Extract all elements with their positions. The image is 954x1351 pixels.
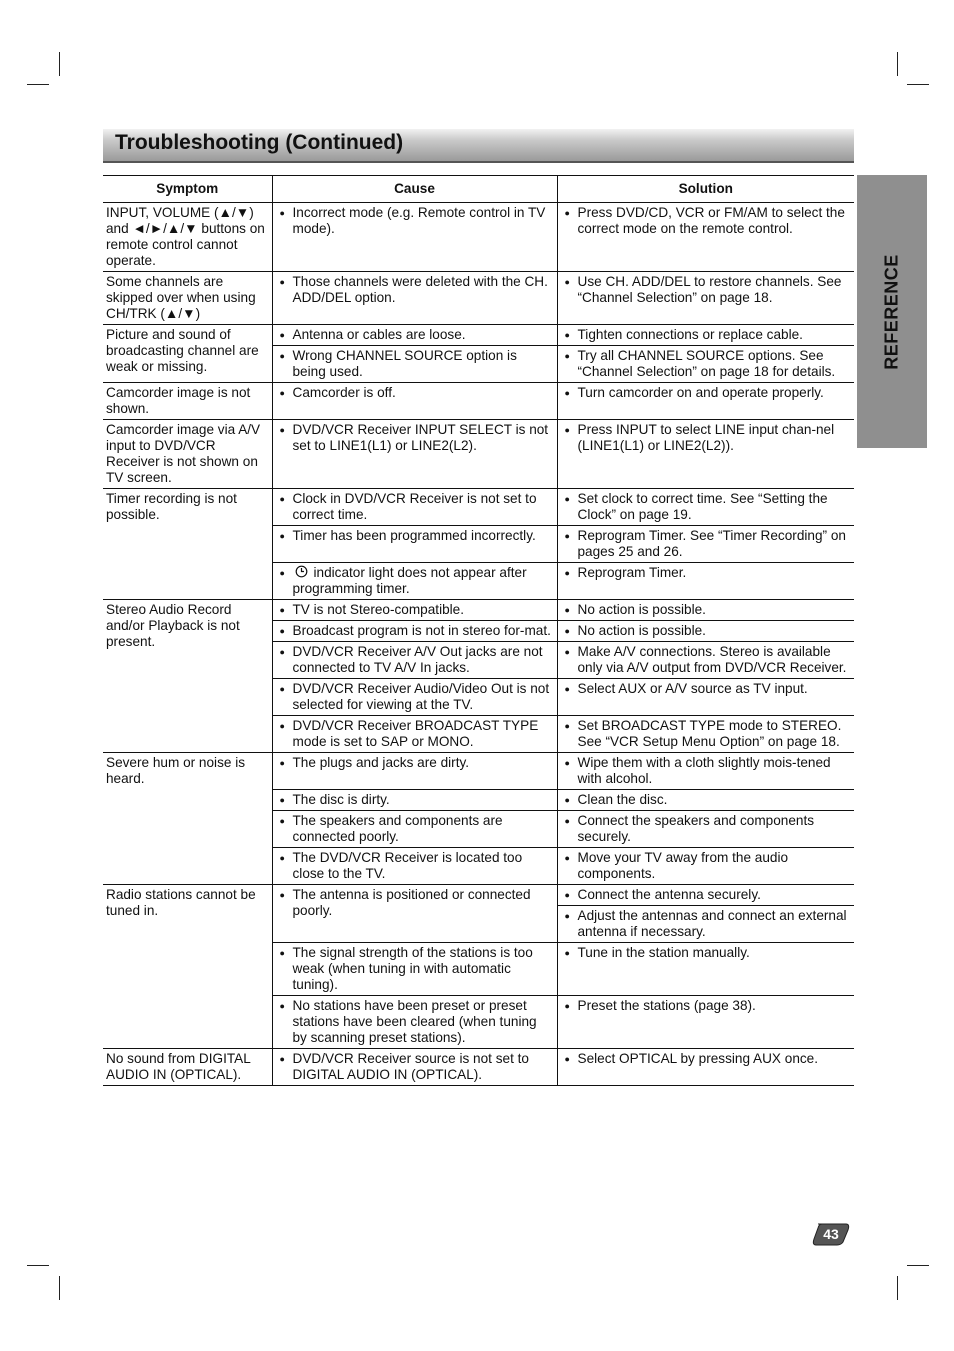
cause-item (276, 945, 554, 993)
cause-cell (272, 943, 557, 996)
solution-text: Connect the speakers and components securely. (577, 813, 815, 844)
solution-item (561, 385, 852, 401)
solution-item (561, 755, 852, 787)
solution-cell (557, 526, 854, 563)
solution-text: Turn camcorder on and operate properly. (577, 385, 824, 400)
solution-text: No action is possible. (577, 602, 706, 617)
cause-text: Antenna or cables are loose. (292, 327, 466, 342)
solution-text: Use CH. ADD/DEL to restore channels. See “Channel Selection” on page 18. (577, 274, 842, 305)
solution-text: Adjust the antennas and connect an external antenna if necessary. (577, 908, 847, 939)
page-title: Troubleshooting (Continued) (115, 131, 404, 154)
cause-cell (272, 679, 557, 716)
cause-text: The antenna is positioned or connected poorly. (292, 887, 531, 918)
solution-cell (557, 489, 854, 526)
solution-cell (557, 203, 854, 272)
solution-item (561, 348, 852, 380)
solution-item (561, 792, 852, 808)
cause-cell (272, 790, 557, 811)
solution-cell (557, 679, 854, 716)
cause-text: indicator light does not appear after programming timer. (292, 565, 527, 596)
solution-cell (557, 600, 854, 621)
solution-text: Tighten connections or replace cable. (577, 327, 803, 342)
table-row (103, 753, 854, 790)
crop-mark (59, 1276, 60, 1300)
solution-text: Move your TV away from the audio components. (577, 850, 789, 881)
cause-text: Clock in DVD/VCR Receiver is not set to correct time. (292, 491, 537, 522)
solution-cell (557, 885, 854, 906)
cause-text: The signal strength of the stations is too weak (when tuning in with automatic tuning). (292, 945, 533, 992)
header-symptom: Symptom (103, 176, 272, 203)
solution-text: Try all CHANNEL SOURCE options. See “Channel Selection” on page 18 for details. (577, 348, 836, 379)
cause-text: The plugs and jacks are dirty. (292, 755, 470, 770)
solution-cell (557, 621, 854, 642)
cause-text: DVD/VCR Receiver BROADCAST TYPE mode is set to SAP or MONO. (292, 718, 539, 749)
cause-cell (272, 848, 557, 885)
symptom-cell: Radio stations cannot be tuned in. (103, 885, 272, 1049)
solution-item (561, 681, 852, 697)
solution-item (561, 1051, 852, 1067)
solution-item (561, 908, 852, 940)
cause-cell (272, 346, 557, 383)
cause-item (276, 327, 554, 343)
solution-cell (557, 325, 854, 346)
cause-item (276, 813, 554, 845)
symptom-cell: Picture and sound of broadcasting channel are weak or missing. (103, 325, 272, 383)
solution-item (561, 813, 852, 845)
solution-cell (557, 1049, 854, 1086)
solution-text: No action is possible. (577, 623, 706, 638)
cause-item (276, 850, 554, 882)
cause-cell (272, 716, 557, 753)
cause-text: TV is not Stereo-compatible. (292, 602, 465, 617)
cause-cell (272, 420, 557, 489)
cause-item (276, 565, 554, 597)
cause-cell (272, 489, 557, 526)
cause-item (276, 385, 554, 401)
cause-text: The disc is dirty. (292, 792, 390, 807)
cause-cell (272, 621, 557, 642)
crop-mark (27, 84, 49, 85)
solution-cell (557, 943, 854, 996)
solution-item (561, 565, 852, 581)
solution-cell (557, 848, 854, 885)
cause-item (276, 602, 554, 618)
cause-item (276, 887, 554, 919)
table-row (103, 489, 854, 526)
crop-mark (897, 1276, 898, 1300)
crop-mark (907, 84, 929, 85)
symptom-cell: Camcorder image is not shown. (103, 383, 272, 420)
solution-text: Select OPTICAL by pressing AUX once. (577, 1051, 819, 1066)
table-row (103, 420, 854, 489)
solution-item (561, 422, 852, 454)
table-row (103, 325, 854, 346)
cause-cell (272, 996, 557, 1049)
cause-item (276, 348, 554, 380)
solution-text: Clean the disc. (577, 792, 668, 807)
cause-item (276, 422, 554, 454)
solution-text: Wipe them with a cloth slightly mois-tened with alcohol. (577, 755, 831, 786)
cause-text: Timer has been programmed incorrectly. (292, 528, 536, 543)
solution-item (561, 850, 852, 882)
table-row (103, 885, 854, 906)
symptom-cell: Timer recording is not possible. (103, 489, 272, 600)
cause-item (276, 792, 554, 808)
solution-text: Make A/V connections. Stereo is available only via A/V output from DVD/VCR Receiver. (577, 644, 847, 675)
solution-text: Connect the antenna securely. (577, 887, 761, 902)
solution-cell (557, 753, 854, 790)
cause-text: Those channels were deleted with the CH. ADD/DEL option. (292, 274, 548, 305)
symptom-cell: No sound from DIGITAL AUDIO IN (OPTICAL). (103, 1049, 272, 1086)
cause-text: Incorrect mode (e.g. Remote control in TV mode). (292, 205, 546, 236)
solution-item (561, 623, 852, 639)
cause-text: The speakers and components are connected poorly. (292, 813, 503, 844)
cause-text: No stations have been preset or preset stations have been cleared (when tuning by scanning preset stations). (292, 998, 537, 1045)
cause-cell (272, 203, 557, 272)
table-body (103, 203, 854, 1086)
cause-item (276, 718, 554, 750)
cause-text: Broadcast program is not in stereo for-mat. (292, 623, 551, 638)
solution-text: Set BROADCAST TYPE mode to STEREO. See “VCR Setup Menu Option” on page 18. (577, 718, 842, 749)
cause-text: Wrong CHANNEL SOURCE option is being used. (292, 348, 517, 379)
table-row (103, 383, 854, 420)
table-row (103, 272, 854, 325)
crop-mark (907, 1265, 929, 1266)
solution-item (561, 644, 852, 676)
symptom-cell: Camcorder image via A/V input to DVD/VCR Receiver is not shown on TV screen. (103, 420, 272, 489)
cause-item (276, 755, 554, 771)
solution-text: Press INPUT to select LINE input chan-nel (LINE1(L1) or LINE2(L2)). (577, 422, 835, 453)
solution-item (561, 887, 852, 903)
cause-item (276, 623, 554, 639)
solution-text: Reprogram Timer. See “Timer Recording” on pages 25 and 26. (577, 528, 846, 559)
solution-cell (557, 716, 854, 753)
solution-text: Preset the stations (page 38). (577, 998, 756, 1013)
cause-text: Camcorder is off. (292, 385, 396, 400)
symptom-cell: INPUT, VOLUME (▲/▼) and ◄/►/▲/▼ buttons on remote control cannot operate. (103, 203, 272, 272)
solution-item (561, 274, 852, 306)
solution-cell (557, 346, 854, 383)
solution-item (561, 945, 852, 961)
timer-clock-icon (295, 565, 308, 578)
header-solution: Solution (557, 176, 854, 203)
cause-text: DVD/VCR Receiver Audio/Video Out is not selected for viewing at the TV. (292, 681, 550, 712)
solution-cell (557, 563, 854, 600)
solution-cell (557, 906, 854, 943)
solution-cell (557, 383, 854, 420)
cause-cell (272, 753, 557, 790)
solution-cell (557, 642, 854, 679)
cause-cell (272, 885, 557, 943)
solution-text: Set clock to correct time. See “Setting the Clock” on page 19. (577, 491, 828, 522)
symptom-cell: Some channels are skipped over when using CH/TRK (▲/▼) (103, 272, 272, 325)
crop-mark (27, 1265, 49, 1266)
section-tab (857, 175, 927, 448)
solution-item (561, 602, 852, 618)
cause-cell (272, 272, 557, 325)
cause-text: DVD/VCR Receiver A/V Out jacks are not connected to TV A/V In jacks. (292, 644, 543, 675)
solution-cell (557, 996, 854, 1049)
cause-item (276, 644, 554, 676)
cause-cell (272, 563, 557, 600)
table-row (103, 203, 854, 272)
solution-cell (557, 790, 854, 811)
title-bar (103, 129, 854, 163)
table-header-row (103, 176, 854, 203)
cause-cell (272, 642, 557, 679)
solution-cell (557, 811, 854, 848)
cause-cell (272, 526, 557, 563)
solution-item (561, 205, 852, 237)
table-row (103, 1049, 854, 1086)
solution-item (561, 327, 852, 343)
cause-text: The DVD/VCR Receiver is located too close to the TV. (292, 850, 523, 881)
cause-item (276, 1051, 554, 1083)
solution-text: Tune in the station manually. (577, 945, 750, 960)
cause-cell (272, 811, 557, 848)
solution-cell (557, 272, 854, 325)
header-cause: Cause (272, 176, 557, 203)
solution-text: Select AUX or A/V source as TV input. (577, 681, 808, 696)
cause-cell (272, 325, 557, 346)
cause-cell (272, 600, 557, 621)
cause-item (276, 205, 554, 237)
symptom-cell: Stereo Audio Record and/or Playback is not present. (103, 600, 272, 753)
section-tab-label: REFERENCE (881, 253, 902, 370)
troubleshooting-table (103, 175, 854, 1086)
solution-item (561, 718, 852, 750)
cause-cell (272, 383, 557, 420)
cause-item (276, 998, 554, 1046)
solution-text: Reprogram Timer. (577, 565, 687, 580)
cause-cell (272, 1049, 557, 1086)
cause-text: DVD/VCR Receiver source is not set to DIGITAL AUDIO IN (OPTICAL). (292, 1051, 529, 1082)
crop-mark (897, 52, 898, 76)
solution-text: Press DVD/CD, VCR or FM/AM to select the correct mode on the remote control. (577, 205, 845, 236)
cause-text: DVD/VCR Receiver INPUT SELECT is not set to LINE1(L1) or LINE2(L2). (292, 422, 549, 453)
table-row (103, 600, 854, 621)
solution-item (561, 998, 852, 1014)
symptom-cell: Severe hum or noise is heard. (103, 753, 272, 885)
solution-item (561, 491, 852, 523)
solution-item (561, 528, 852, 560)
solution-cell (557, 420, 854, 489)
crop-mark (59, 52, 60, 76)
cause-item (276, 681, 554, 713)
page-number: 43 (823, 1226, 839, 1242)
cause-item (276, 528, 554, 544)
cause-item (276, 491, 554, 523)
page-number-badge (812, 1222, 850, 1246)
cause-item (276, 274, 554, 306)
